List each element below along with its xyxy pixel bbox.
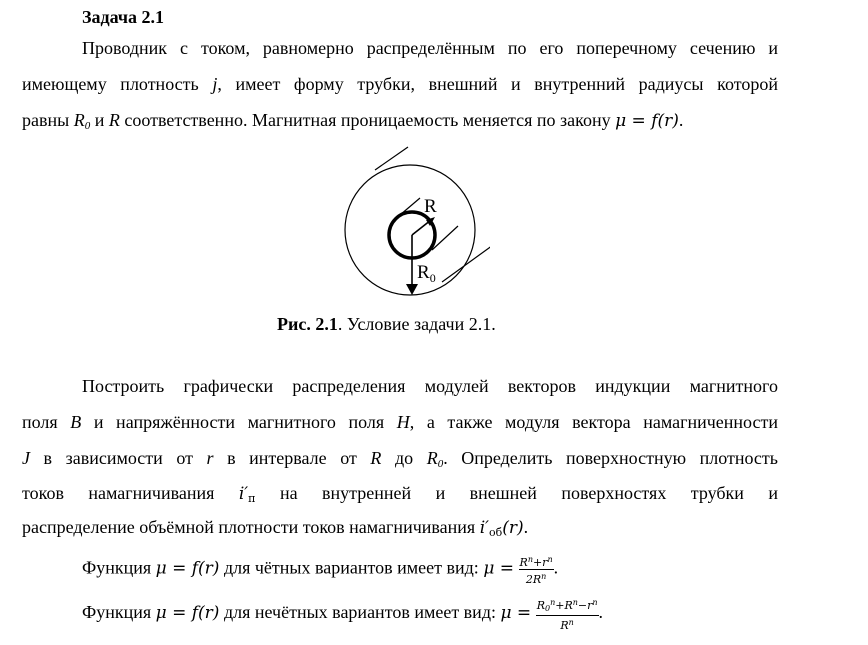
tube-figure (340, 140, 490, 300)
odd-variant-formula: Функция μ = f(r) для нечётных вариантов имеет вид: μ = $\frac{R0^n+R^n-r^n}{R^n}$ . (82, 598, 604, 632)
label-R0: $R_0$ (417, 262, 436, 285)
paragraph-2-line-5: распределение объёмной плотности токов намагничивания $i'_{об}(r)$. (22, 517, 529, 539)
paragraph-2-line-4: токов намагничивания $i'_п$ на внутренней и внешней поверхностях трубки и (22, 483, 779, 505)
tangent-line-top (375, 147, 408, 170)
even-fraction: $\frac{R^n+r^n}{2R^n}$ (519, 555, 553, 586)
odd-fraction: $\frac{R0^n+R^n-r^n}{R^n}$ (536, 598, 598, 632)
even-variant-formula: Функция μ = f(r) для чётных вариантов имеет вид: μ = $\frac{R^n+r^n}{2R^n}$ . (82, 555, 559, 586)
paragraph-1-line-1: Проводник с током, равномерно распределённым по его поперечному сечению и (82, 38, 778, 58)
label-R: R (424, 196, 437, 217)
paragraph-2-line-3: J в зависимости от r в интервале от R до $R_0$. Определить поверхностную плотность (22, 448, 778, 470)
figure-caption: Рис. 2.1. Условие задачи 2.1. (277, 314, 496, 334)
paragraph-1-line-2: имеющему плотность j, имеет форму трубки, внешний и внутренний радиусы которой (22, 74, 778, 94)
permeability-law: μ = f(r) (615, 111, 679, 131)
paragraph-2-line-1: Построить графически распределения модулей векторов индукции магнитного (82, 376, 778, 396)
problem-title: Задача 2.1 (82, 7, 165, 27)
radius-R0-arrowhead (406, 284, 418, 295)
paragraph-1-line-3: равны $R_0$ и R соответственно. Магнитная проницаемость меняется по закону μ = f(r). (22, 110, 684, 132)
tangent-line-bottom (442, 240, 490, 282)
outer-circle (345, 165, 475, 295)
paragraph-2-line-2: поля B и напряжённости магнитного поля H, а также модуля вектора намагниченности (22, 412, 778, 432)
